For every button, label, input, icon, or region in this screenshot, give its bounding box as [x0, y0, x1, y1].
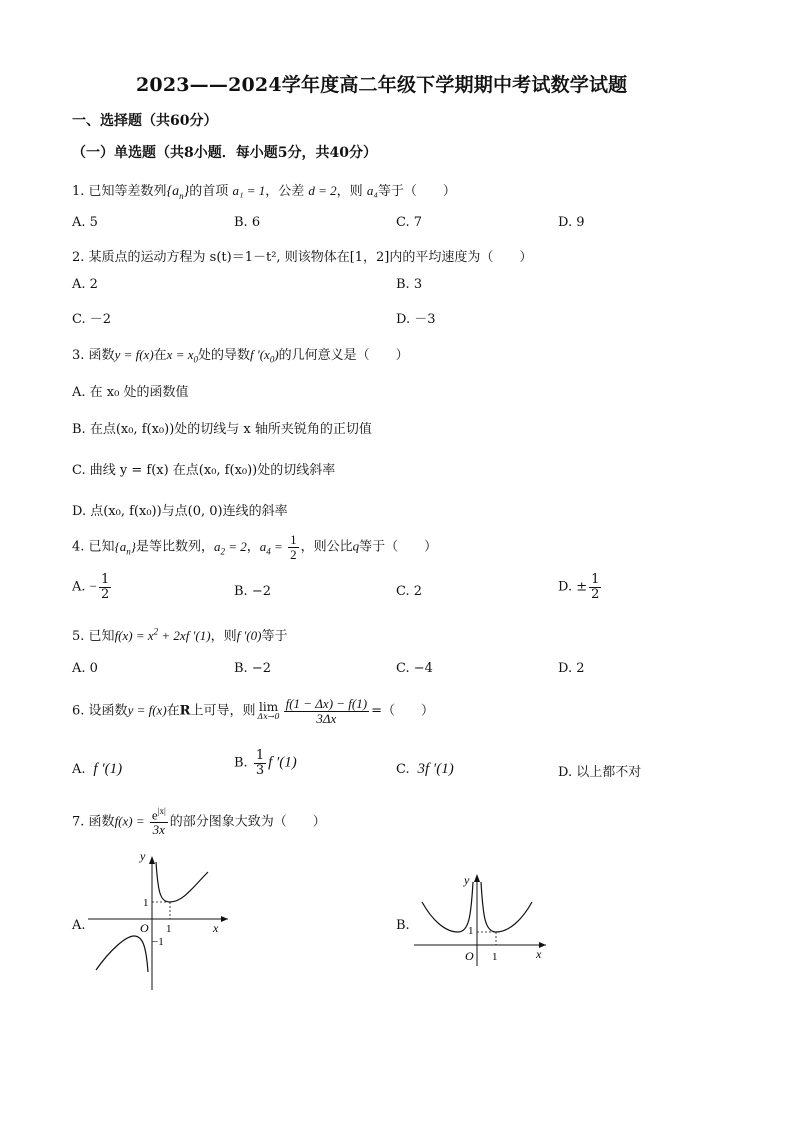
question-text: 等于（ ）	[377, 184, 456, 199]
question-text: 等于（ ）	[359, 539, 438, 555]
q2-option-c: C. －2	[72, 312, 112, 327]
question-number: 5.	[72, 629, 85, 644]
section-heading: 一、选择题（共60分）	[72, 113, 218, 129]
question-text: 设函数	[88, 703, 128, 719]
sequence-symbol: $\{a_n\}$	[166, 184, 190, 201]
question-number: 6.	[72, 703, 85, 719]
y-arrow-icon	[474, 874, 480, 882]
question-2	[72, 246, 532, 265]
math-expr: 3f ′(1)	[413, 761, 454, 777]
math-expr: y = f(x)	[127, 702, 167, 718]
q1-option-a: A. 5	[72, 215, 98, 230]
curve-right	[481, 882, 532, 932]
math-expr: f ′(1)	[268, 754, 297, 771]
math-expr: $x = x_0$	[166, 347, 198, 365]
tick-label: 1	[492, 951, 498, 963]
fraction: $\frac{1}{2}$	[591, 572, 600, 602]
limit-symbol: lim Δx→0	[257, 699, 280, 722]
question-text: 的几何意义是（ ）	[278, 348, 409, 363]
q5-option-c: C. −4	[396, 661, 433, 676]
q7-option-b: B.	[396, 918, 410, 933]
q6-option-c	[396, 761, 454, 778]
q3-option-b: B. 在点(x₀, f(x₀))处的切线与 x 轴所夹锐角的正切值	[72, 422, 372, 437]
q5-option-d: D. 2	[558, 661, 585, 676]
q4-option-c: C. 2	[396, 584, 423, 599]
section-subheading: （一）单选题（共8小题．每小题5分，共40分）	[72, 145, 377, 161]
a4-expr: a₄	[366, 183, 378, 198]
fraction: $\frac{f(1 - \Delta x) - f(1)}{3\Delta x}$	[285, 696, 368, 726]
y-label: y	[140, 852, 146, 863]
curve-left	[422, 882, 473, 932]
math-expr: y = f(x)	[114, 347, 154, 362]
question-number: 7.	[72, 814, 85, 830]
question-text: ，公差	[265, 184, 305, 199]
y-arrow-icon	[149, 856, 155, 864]
question-4	[72, 533, 437, 561]
origin-label: O	[465, 949, 474, 963]
a1-expr: a₁ = 1	[232, 183, 266, 198]
question-text: 是等比数列，	[135, 539, 214, 555]
question-text: ，则公比	[300, 539, 353, 555]
tick-label: 1	[468, 925, 474, 937]
question-text: ，则	[210, 629, 237, 644]
tick-label: −1	[152, 936, 164, 948]
seq-letter: a	[172, 184, 180, 199]
question-text: 已知等差数列	[88, 184, 167, 199]
question-number: 4.	[72, 539, 85, 555]
q6-option-b	[234, 749, 297, 777]
question-5	[72, 625, 287, 644]
q2-option-b: B. 3	[396, 277, 423, 292]
q2-option-d: D. －3	[396, 312, 436, 327]
question-text: =（ ）	[371, 703, 434, 719]
question-text: 的首项	[189, 184, 229, 199]
x-label: x	[213, 921, 219, 935]
option-label: A.	[72, 762, 86, 777]
fraction: $\frac{1}{3}$	[255, 748, 265, 778]
q3-option-c: C. 曲线 y = f(x) 在点(x₀, f(x₀))处的切线斜率	[72, 463, 336, 478]
question-7	[72, 807, 326, 837]
question-text: 函数	[88, 348, 115, 363]
question-3	[72, 344, 409, 365]
real-set: R	[179, 703, 191, 719]
q3-option-a: A. 在 x₀ 处的函数值	[72, 385, 189, 400]
x-label: x	[536, 947, 542, 961]
question-text: 已知	[88, 629, 115, 644]
fraction: $\frac{1}{2}$	[290, 532, 297, 562]
q1-option-d: D. 9	[558, 215, 585, 230]
question-text: ，则	[336, 184, 363, 199]
math-expr: f $'(x_0)$	[250, 347, 279, 365]
curve-left	[96, 936, 148, 972]
question-text: 某质点的运动方程为 s(t)＝1－t², 则该物体在[1，2]内的平均速度为（ ）	[88, 250, 533, 265]
question-text: ，	[246, 539, 260, 555]
q3-option-d: D. 点(x₀, f(x₀))与点(0, 0)连线的斜率	[72, 504, 288, 519]
math-expr: f ′(0)	[236, 628, 262, 643]
question-text: 在	[153, 348, 167, 363]
tick-label: 1	[166, 923, 172, 935]
fraction: $\frac{1}{2}$	[101, 572, 110, 602]
question-text: 处的导数	[197, 348, 250, 363]
math-expr: $a_2 = 2$	[213, 538, 247, 557]
math-expr: f(x) =	[114, 813, 148, 829]
math-expr: $f(x) = x^2 + 2xf$ ′(1)	[114, 626, 211, 643]
q4-option-b: B. −2	[234, 584, 271, 599]
q4-option-d	[558, 573, 603, 601]
question-text: 已知	[88, 539, 115, 555]
math-expr: −	[89, 578, 98, 594]
graph-b	[414, 868, 554, 968]
q4-option-a	[72, 573, 113, 601]
question-1	[72, 180, 456, 201]
graph-a	[88, 852, 238, 992]
question-text: 的部分图象大致为（ ）	[169, 814, 326, 830]
q1-option-b: B. 6	[234, 215, 261, 230]
question-text: 上可导，则	[190, 703, 256, 719]
question-number: 1.	[72, 184, 85, 199]
question-text: 在	[166, 703, 180, 719]
q6-option-a	[72, 761, 122, 778]
math-expr: $a_4$ =	[259, 538, 287, 557]
tick-label: 1	[143, 897, 149, 909]
q5-option-a: A. 0	[72, 661, 98, 676]
math-expr: f ′(1)	[89, 761, 123, 777]
question-text: 函数	[88, 814, 115, 830]
question-number: 3.	[72, 348, 85, 363]
page-title: 2023——2024学年度高二年级下学期期中考试数学试题	[136, 74, 628, 96]
option-label: B.	[234, 755, 248, 771]
question-6	[72, 697, 434, 725]
question-number: 2.	[72, 250, 85, 265]
question-text: 等于	[261, 629, 288, 644]
math-expr: q	[352, 538, 360, 554]
option-label: D.	[558, 579, 573, 595]
x-arrow-icon	[221, 916, 228, 922]
option-label: C.	[396, 762, 410, 777]
q7-option-a: A.	[72, 918, 86, 933]
q2-option-a: A. 2	[72, 277, 98, 292]
curve-right	[156, 862, 208, 902]
y-label: y	[464, 873, 470, 887]
origin-label: O	[140, 921, 149, 935]
math-expr: ±	[576, 579, 588, 595]
q6-option-d: D. 以上都不对	[558, 765, 642, 780]
q1-option-c: C. 7	[396, 215, 423, 230]
d-expr: d = 2	[308, 183, 337, 198]
fraction: $\frac{e^{|x|}}{3x}$	[151, 806, 166, 837]
math-expr: $\{a_n\}$	[114, 538, 136, 557]
q5-option-b: B. −2	[234, 661, 271, 676]
option-label: A.	[72, 579, 86, 595]
